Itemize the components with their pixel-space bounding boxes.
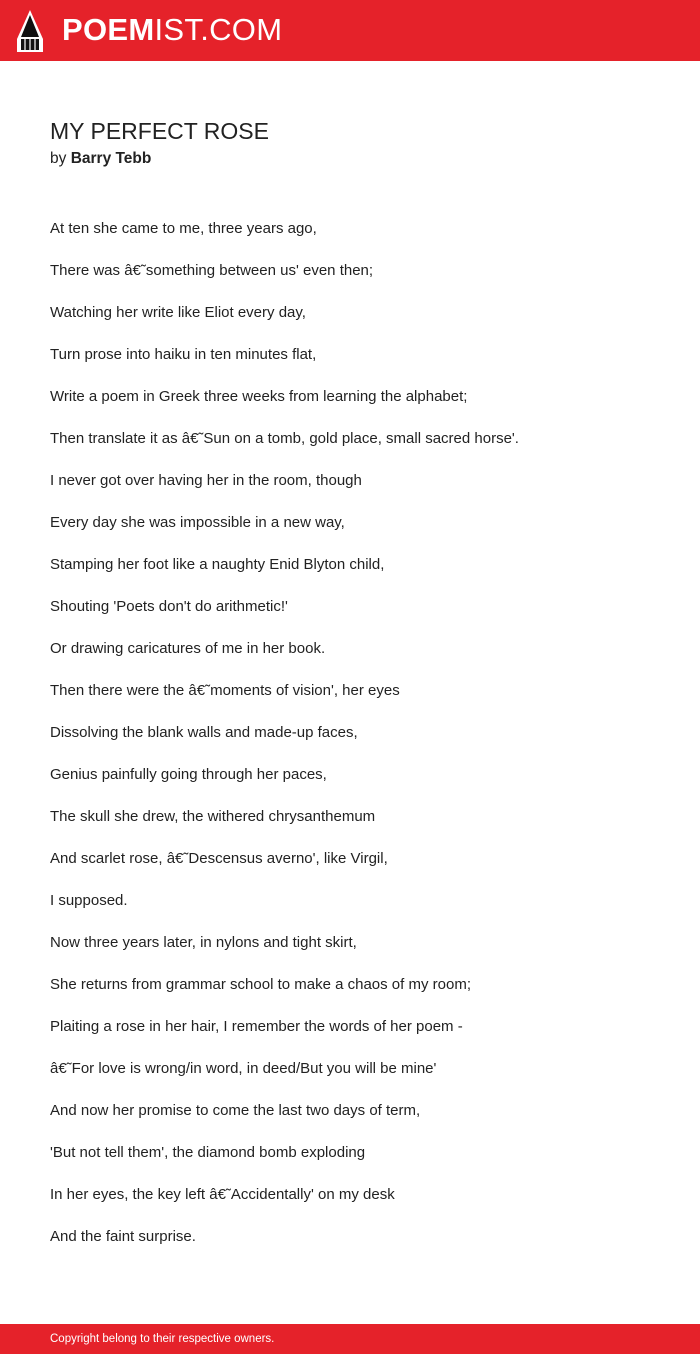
poem-line: There was â€˜something between us' even then; xyxy=(50,262,374,279)
poem-line: Write a poem in Greek three weeks from learning the alphabet; xyxy=(50,388,468,405)
poem-line: I never got over having her in the room, though xyxy=(50,472,362,489)
poem-line: Then translate it as â€˜Sun on a tomb, gold place, small sacred horse'. xyxy=(50,430,519,447)
poem-line: At ten she came to me, three years ago, xyxy=(50,220,317,237)
poem-body xyxy=(50,219,670,1269)
site-header xyxy=(0,0,700,61)
poem-line: Now three years later, in nylons and tight skirt, xyxy=(50,934,357,951)
poem-line: In her eyes, the key left â€˜Accidentally' on my desk xyxy=(50,1186,395,1203)
byline-label: by xyxy=(50,150,67,167)
poem-line: Every day she was impossible in a new way, xyxy=(50,514,345,531)
poem-line: And scarlet rose, â€˜Descensus averno', like Virgil, xyxy=(50,850,388,867)
poem-author: Barry Tebb xyxy=(70,150,152,167)
poem-line: And now her promise to come the last two days of term, xyxy=(50,1102,421,1119)
poem-line: Plaiting a rose in her hair, I remember the words of her poem - xyxy=(50,1018,463,1035)
poem-line: Turn prose into haiku in ten minutes flat, xyxy=(50,346,317,363)
logo-brand-bold: POEM xyxy=(62,12,155,47)
site-footer xyxy=(0,1324,700,1354)
poem-line: Watching her write like Eliot every day, xyxy=(50,304,306,321)
poem-line: The skull she drew, the withered chrysanthemum xyxy=(50,808,376,825)
poem-line: â€˜For love is wrong/in word, in deed/But you will be mine' xyxy=(50,1060,437,1077)
poem-byline xyxy=(50,149,151,169)
poem-line: Shouting 'Poets don't do arithmetic!' xyxy=(50,598,288,615)
poem-line: She returns from grammar school to make a chaos of my room; xyxy=(50,976,471,993)
poem-line: Then there were the â€˜moments of vision', her eyes xyxy=(50,682,400,699)
logo-brand-light: IST.COM xyxy=(154,12,283,47)
pencil-icon[interactable] xyxy=(16,9,44,53)
copyright-text: Copyright belong to their respective owners. xyxy=(50,1333,275,1345)
poem-line: Dissolving the blank walls and made-up faces, xyxy=(50,724,358,741)
poem-line: Stamping her foot like a naughty Enid Blyton child, xyxy=(50,556,385,573)
poem-line: 'But not tell them', the diamond bomb exploding xyxy=(50,1144,366,1161)
poem-line: And the faint surprise. xyxy=(50,1228,196,1245)
site-logo-link[interactable] xyxy=(62,12,282,48)
poem-line: Genius painfully going through her paces, xyxy=(50,766,327,783)
poem-line: I supposed. xyxy=(50,892,128,909)
poem-line: Or drawing caricatures of me in her book. xyxy=(50,640,326,657)
poem-title: MY PERFECT ROSE xyxy=(50,118,269,144)
